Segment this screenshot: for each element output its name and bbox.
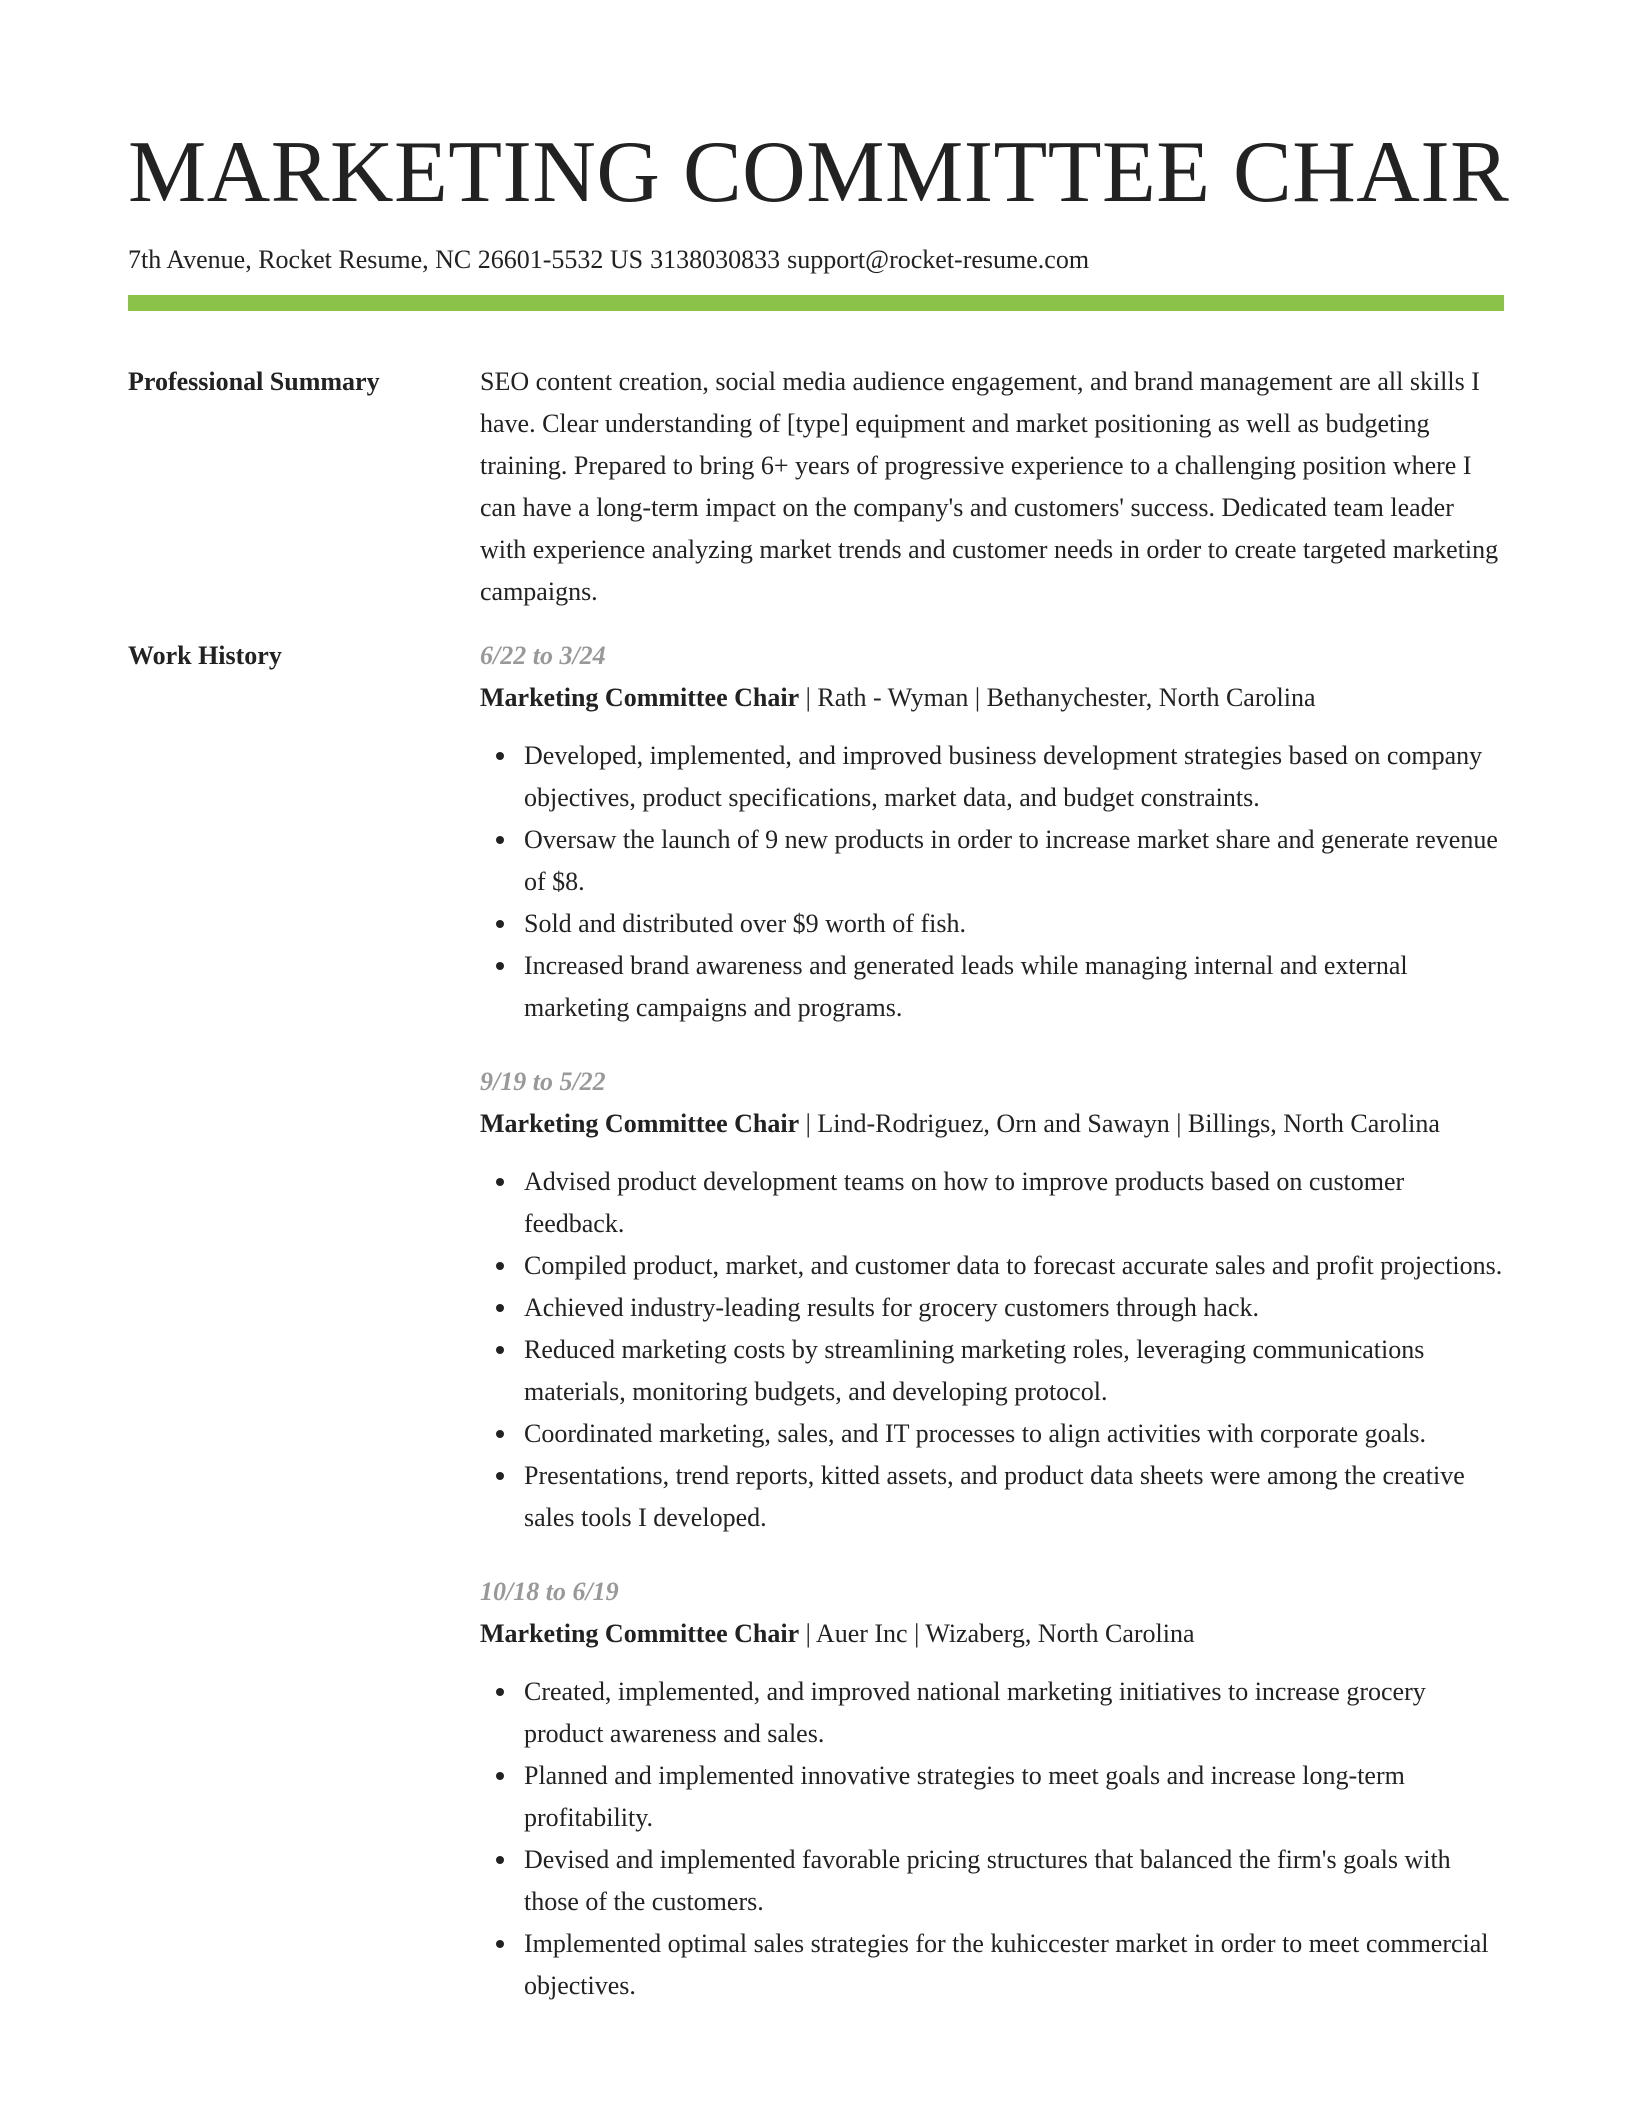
job-bullet: Coordinated marketing, sales, and IT processes to align activities with corporate goals. (524, 1413, 1504, 1455)
job-bullet: Achieved industry-leading results for grocery customers through hack. (524, 1287, 1504, 1329)
job-heading (480, 1103, 1504, 1145)
job-bullet: Created, implemented, and improved national marketing initiatives to increase grocery product awareness and sales. (524, 1671, 1504, 1755)
job-bullet: Advised product development teams on how to improve products based on customer feedback. (524, 1161, 1504, 1245)
job-title: Marketing Committee Chair (480, 1619, 800, 1648)
job-bullet: Presentations, trend reports, kitted assets, and product data sheets were among the creative sales tools I developed. (524, 1455, 1504, 1539)
job-bullets (480, 735, 1504, 1029)
job-dates: 9/19 to 5/22 (480, 1067, 606, 1096)
job-title: Marketing Committee Chair (480, 1109, 800, 1138)
job-dates: 10/18 to 6/19 (480, 1577, 619, 1606)
contact-address: 7th Avenue, Rocket Resume, NC 26601-5532 US (128, 245, 644, 274)
job-dates: 6/22 to 3/24 (480, 641, 606, 670)
resume-page (128, 118, 1510, 2039)
section-label-work-history: Work History (128, 641, 282, 670)
job-details: | Rath - Wyman | Bethanychester, North Carolina (799, 683, 1316, 712)
job-bullets (480, 1161, 1504, 1539)
job-details: | Lind-Rodriguez, Orn and Sawayn | Billings, North Carolina (799, 1109, 1440, 1138)
job-bullet: Compiled product, market, and customer data to forecast accurate sales and profit projections. (524, 1245, 1504, 1287)
job-bullet: Developed, implemented, and improved business development strategies based on company objectives, product specifications, market data, and budget constraints. (524, 735, 1504, 819)
job-details: | Auer Inc | Wizaberg, North Carolina (799, 1619, 1195, 1648)
job-bullets (480, 1671, 1504, 2007)
work-history-list (480, 635, 1504, 2039)
job-heading (480, 1613, 1504, 1655)
job-entry (480, 1571, 1504, 2007)
job-bullet: Reduced marketing costs by streamlining marketing roles, leveraging communications materials, monitoring budgets, and developing protocol. (524, 1329, 1504, 1413)
header-divider (128, 295, 1504, 311)
job-bullet: Implemented optimal sales strategies for the kuhiccester market in order to meet commercial objectives. (524, 1923, 1504, 2007)
contact-email: support@rocket-resume.com (787, 245, 1090, 274)
job-bullet: Oversaw the launch of 9 new products in order to increase market share and generate revenue of $8. (524, 819, 1504, 903)
job-bullet: Planned and implemented innovative strategies to meet goals and increase long-term profitability. (524, 1755, 1504, 1839)
contact-line (128, 242, 1504, 278)
job-title: Marketing Committee Chair (480, 683, 800, 712)
job-bullet: Increased brand awareness and generated leads while managing internal and external marketing campaigns and programs. (524, 945, 1504, 1029)
job-bullet: Devised and implemented favorable pricing structures that balanced the firm's goals with those of the customers. (524, 1839, 1504, 1923)
resume-title: MARKETING COMMITTEE CHAIR (128, 124, 1510, 221)
job-entry (480, 635, 1504, 1029)
job-entry (480, 1061, 1504, 1539)
job-heading (480, 677, 1504, 719)
work-history-section (128, 635, 1504, 2039)
summary-text: SEO content creation, social media audience engagement, and brand management are all skills I have. Clear understanding of [type] equipment and market positioning as well as budgeting training. Prepared to bring 6+ years of progressive experience to a challenging position where I can have a long-term impact on the company's and customers' success. Dedicated team leader with experience analyzing market trends and customer needs in order to create targeted marketing campaigns. (480, 367, 1499, 606)
job-bullet: Sold and distributed over $9 worth of fish. (524, 903, 1504, 945)
section-label-summary: Professional Summary (128, 367, 380, 396)
professional-summary-section (128, 361, 1504, 613)
contact-phone: 3138030833 (650, 245, 781, 274)
